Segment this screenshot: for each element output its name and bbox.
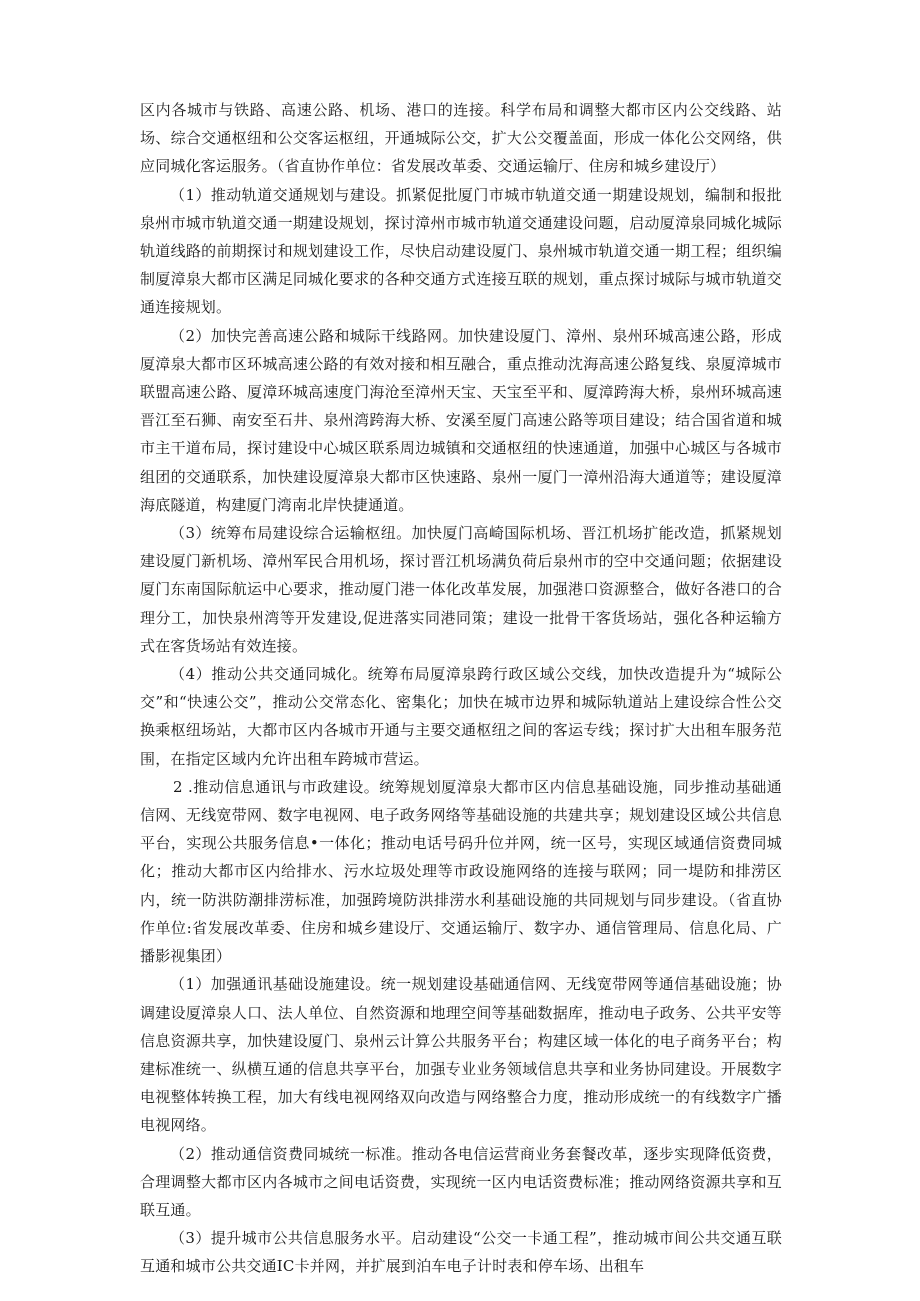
paragraph-telecom-tariff: （2）推动通信资费同城统一标准。推动各电信运营商业务套餐改革，逐步实现降低资费，合理调整大都市区内各城市之间电话资费，实现统一区内电话资费标准；推动网络资源共享和互联互通。: [140, 1144, 782, 1219]
paragraph-continuation: 区内各城市与铁路、高速公路、机场、港口的连接。科学布局和调整大都市区内公交线路、站场、综合交通枢纽和公交客运枢纽，开通城际公交，扩大公交覆盖面，形成一体化公交网络，供应同城化客运服务。（省直协作单位：省发展改革委、交通运输厅、住房和城乡建设厅）: [140, 101, 782, 176]
document-page: [140, 96, 782, 1281]
paragraph-public-transit: （4）推动公共交通同城化。统筹布局厦漳泉跨行政区域公交线，加快改造提升为“城际公交”和“快速公交”，推动公交常态化、密集化；加快在城市边界和城际轨道站上建设综合性公交换乘枢纽场站，大都市区内各城市开通与主要交通枢纽之间的客运专线；探讨扩大出租车服务范围，在指定区域内允许出租车跨城市营运。: [140, 665, 782, 768]
paragraph-comm-infrastructure: （1）加强通讯基础设施建设。统一规划建设基础通信网、无线宽带网等通信基础设施；协调建设厦漳泉人口、法人单位、自然资源和地理空间等基础数据库，推动电子政务、公共平安等信息资源共享，加快建设厦门、泉州云计算公共服务平台；构建区域一体化的电子商务平台；构建标准统一、纵横互通的信息共享平台，加强专业业务领域信息共享和业务协同建设。开展数字电视整体转换工程，加大有线电视网络双向改造与网络整合力度，推动形成统一的有线数字广播电视网络。: [140, 975, 782, 1135]
paragraph-public-info-service: （3）提升城市公共信息服务水平。启动建设“公交一卡通工程”，推动城市间公共交通互联互通和城市公共交通IC卡并网，并扩展到泊车电子计时表和停车场、出租车: [140, 1229, 782, 1276]
paragraph-transport-hub: （3）统筹布局建设综合运输枢纽。加快厦门高崎国际机场、晋江机场扩能改造，抓紧规划建设厦门新机场、漳州军民合用机场，探讨晋江机场满负荷后泉州市的空中交通问题；依据建设厦门东南国际航运中心要求，推动厦门港一体化改革发展，加强港口资源整合，做好各港口的合理分工，加快泉州湾等开发建设,促进落实同港同策；建设一批骨干客货场站，强化各种运输方式在客货场站有效连接。: [140, 524, 782, 655]
paragraph-highway-network: （2）加快完善高速公路和城际干线路网。加快建设厦门、漳州、泉州环城高速公路，形成厦漳泉大都市区环城高速公路的有效对接和相互融合，重点推动沈海高速公路复线、泉厦漳城市联盟高速公路、厦漳环城高速度门海沧至漳州天宝、天宝至平和、厦漳跨海大桥，泉州环城高速晋江至石狮、南安至石井、泉州湾跨海大桥、安溪至厦门高速公路等项目建设；结合国省道和城市主干道布局，探讨建设中心城区联系周边城镇和交通枢纽的快速通道，加强中心城区与各城市组团的交通联系，加快建设厦漳泉大都市区快速路、泉州一厦门一漳州沿海大通道等；建设厦漳海底隧道，构建厦门湾南北岸快捷通道。: [140, 326, 782, 514]
paragraph-rail-transit: （1）推动轨道交通规划与建设。抓紧促批厦门市城市轨道交通一期建设规划，编制和报批泉州市城市轨道交通一期建设规划，探讨漳州市城市轨道交通建设问题，启动厦漳泉同城化城际轨道线路的前期探讨和规划建设工作，尽快启动建设厦门、泉州城市轨道交通一期工程；组织编制厦漳泉大都市区满足同城化要求的各种交通方式连接互联的规划，重点探讨城际与城市轨道交通连接规划。: [140, 185, 782, 317]
paragraph-info-communication: 2 .推动信息通讯与市政建设。统筹规划厦漳泉大都市区内信息基础设施，同步推动基础通信网、无线宽带网、数字电视网、电子政务网络等基础设施的共建共享；规划建设区域公共信息平台，实现公共服务信息•一体化；推动电话号码升位并网，统一区号，实现区域通信资费同城化；推动大都市区内给排水、污水垃圾处理等市政设施网络的连接与联网；同一堤防和排涝区内，统一防洪防潮排涝标准，加强跨境防洪排涝水利基础设施的共同规划与同步建设。（省直协作单位:省发展改革委、住房和城乡建设厅、交通运输厅、数字办、通信管理局、信息化局、广播影视集团）: [140, 777, 782, 966]
